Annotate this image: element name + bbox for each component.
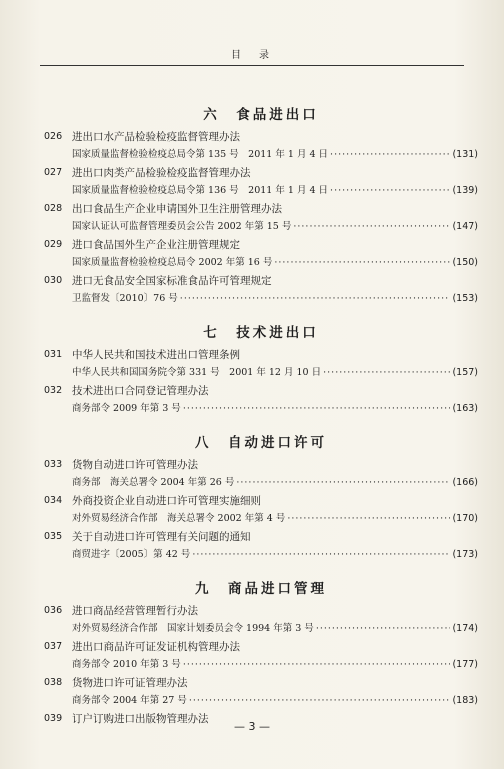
leader-dots (287, 510, 450, 528)
leader-dots (330, 182, 450, 200)
entry-source: 国家质量监督检验检疫总局令第 135 号 2011 年 1 月 4 日 (72, 149, 329, 160)
entry-source-line (44, 656, 478, 674)
leader-dots (293, 218, 450, 236)
toc-entry[interactable] (44, 200, 478, 218)
toc-entry[interactable] (44, 638, 478, 656)
entry-title: 中华人民共和国技术进出口管理条例 (72, 349, 240, 361)
entry-title: 进口食品国外生产企业注册管理规定 (72, 239, 240, 251)
entry-title: 进口无食品安全国家标准食品许可管理规定 (72, 275, 272, 287)
entry-page: (139) (452, 185, 478, 196)
entry-page: (183) (452, 695, 478, 706)
entry-number: 033 (44, 459, 63, 470)
entry-source-line (44, 400, 478, 418)
entry-number: 037 (44, 641, 63, 652)
entry-number: 034 (44, 495, 63, 506)
entry-number: 039 (44, 713, 63, 724)
entry-source-line (44, 290, 478, 308)
entry-source-line (44, 146, 478, 164)
toc-entry[interactable] (44, 492, 478, 510)
entry-title: 订户订购进口出版物管理办法 (72, 713, 209, 725)
leader-dots (180, 290, 451, 308)
entry-source: 商务部令 2009 年第 3 号 (72, 403, 181, 414)
toc-entry[interactable] (44, 382, 478, 400)
entry-source: 商务部 海关总署令 2004 年第 26 号 (72, 477, 235, 488)
entry-number: 028 (44, 203, 63, 214)
toc-content (44, 102, 478, 728)
entry-page: (173) (452, 549, 478, 560)
entry-source-line (44, 510, 478, 528)
entry-source: 国家质量监督检验检疫总局令第 136 号 2011 年 1 月 4 日 (72, 185, 329, 196)
section-heading: 六 食品进出口 (203, 107, 319, 123)
entry-source: 卫监督发〔2010〕76 号 (72, 293, 178, 304)
entry-number: 035 (44, 531, 63, 542)
toc-entry[interactable] (44, 602, 478, 620)
entry-page: (147) (452, 221, 478, 232)
running-header: 目 录 (40, 46, 464, 66)
entry-title: 进出口肉类产品检验检疫监督管理办法 (72, 167, 251, 179)
entry-source-line (44, 546, 478, 564)
entry-source: 国家质量监督检验检疫总局令 2002 年第 16 号 (72, 257, 273, 268)
entry-source: 国家认证认可监督管理委员会公告 2002 年第 15 号 (72, 221, 292, 232)
entry-number: 030 (44, 275, 63, 286)
entry-page: (157) (452, 367, 478, 378)
section-heading: 九 商品进口管理 (195, 581, 327, 597)
toc-entry[interactable] (44, 164, 478, 182)
entry-page: (174) (452, 623, 478, 634)
entry-source-line (44, 692, 478, 710)
leader-dots (323, 364, 450, 382)
section-heading: 八 自动进口许可 (195, 435, 327, 451)
entry-number: 038 (44, 677, 63, 688)
entry-source-line (44, 218, 478, 236)
toc-entry[interactable] (44, 236, 478, 254)
entry-page: (150) (452, 257, 478, 268)
entry-number: 032 (44, 385, 63, 396)
entry-source-line (44, 474, 478, 492)
leader-dots (189, 692, 451, 710)
section-heading: 七 技术进出口 (203, 325, 319, 341)
entry-title: 进出口水产品检验检疫监督管理办法 (72, 131, 240, 143)
entry-source-line (44, 364, 478, 382)
entry-page: (177) (452, 659, 478, 670)
entry-source-line (44, 620, 478, 638)
leader-dots (183, 656, 451, 674)
toc-entry[interactable] (44, 128, 478, 146)
entry-source: 对外贸易经济合作部 海关总署令 2002 年第 4 号 (72, 513, 286, 524)
entry-title: 货物自动进口许可管理办法 (72, 459, 198, 471)
entry-number: 036 (44, 605, 63, 616)
entry-source: 商务部令 2010 年第 3 号 (72, 659, 181, 670)
entry-title: 进口商品经营管理暂行办法 (72, 605, 198, 617)
entry-page: (170) (452, 513, 478, 524)
entry-number: 027 (44, 167, 63, 178)
entry-page: (131) (452, 149, 478, 160)
leader-dots (192, 546, 450, 564)
leader-dots (236, 474, 450, 492)
entry-title: 货物进口许可证管理办法 (72, 677, 188, 689)
entry-title: 关于自动进口许可管理有关问题的通知 (72, 531, 251, 543)
entry-page: (153) (452, 293, 478, 304)
entry-source: 中华人民共和国国务院令第 331 号 2001 年 12 月 10 日 (72, 367, 322, 378)
entry-title: 技术进出口合同登记管理办法 (72, 385, 209, 397)
toc-entry[interactable] (44, 272, 478, 290)
toc-entry[interactable] (44, 674, 478, 692)
entry-title: 进出口商品许可证发证机构管理办法 (72, 641, 240, 653)
entry-number: 026 (44, 131, 63, 142)
entry-page: (166) (452, 477, 478, 488)
toc-entry[interactable] (44, 456, 478, 474)
page-number: — 3 — (234, 720, 270, 733)
entry-title: 外商投资企业自动进口许可管理实施细则 (72, 495, 261, 507)
leader-dots (316, 620, 451, 638)
entry-source-line (44, 182, 478, 200)
entry-source: 对外贸易经济合作部 国家计划委员会令 1994 年第 3 号 (72, 623, 314, 634)
toc-entry[interactable] (44, 528, 478, 546)
entry-number: 029 (44, 239, 63, 250)
entry-source-line (44, 254, 478, 272)
leader-dots (274, 254, 450, 272)
entry-page: (163) (452, 403, 478, 414)
entry-source: 商务部令 2004 年第 27 号 (72, 695, 187, 706)
entry-title: 出口食品生产企业申请国外卫生注册管理办法 (72, 203, 282, 215)
toc-entry[interactable] (44, 346, 478, 364)
entry-source: 商贸进字〔2005〕第 42 号 (72, 549, 191, 560)
leader-dots (183, 400, 451, 418)
leader-dots (330, 146, 450, 164)
entry-number: 031 (44, 349, 63, 360)
